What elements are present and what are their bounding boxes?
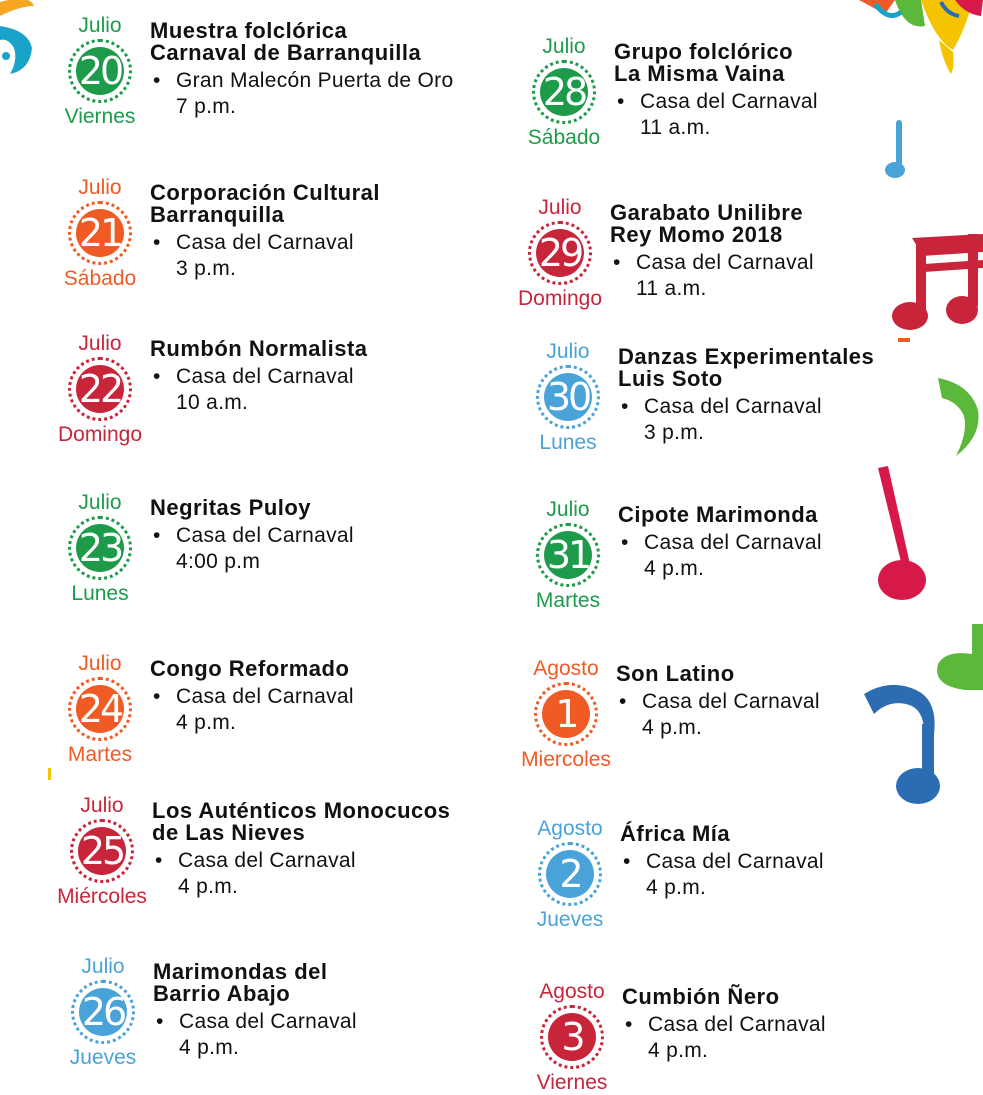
date-circle-icon <box>536 365 600 429</box>
event-location <box>614 89 818 141</box>
venue-label: Casa del Carnaval <box>179 1010 357 1033</box>
venue-label: Casa del Carnaval <box>648 1013 826 1036</box>
event-title-line: Muestra folclórica <box>150 18 348 43</box>
music-note-double-red-icon <box>890 230 983 338</box>
date-circle-icon <box>528 221 592 285</box>
event-title-line: Garabato Unilibre <box>610 200 804 225</box>
event-info <box>618 504 822 582</box>
event-title-line: Congo Reformado <box>150 656 350 681</box>
event-title <box>614 41 818 85</box>
event-title-line: Cipote Marimonda <box>618 502 818 527</box>
time-label: 7 p.m. <box>176 95 237 118</box>
event-info <box>150 20 453 120</box>
event-info <box>620 823 824 901</box>
event-title-line: Corporación Cultural <box>150 180 381 205</box>
event-location <box>618 394 874 446</box>
date-circle-icon <box>68 357 132 421</box>
event-title <box>150 182 380 226</box>
date-badge <box>520 340 616 455</box>
bullet-icon: • <box>619 690 627 713</box>
month-label: Agosto <box>533 657 599 680</box>
music-note-green-icon <box>930 376 983 468</box>
music-note-navy-icon <box>860 684 944 816</box>
event-title-line: Los Auténticos Monocucos <box>152 798 451 823</box>
music-note-lime-icon <box>932 624 983 690</box>
month-label: Julio <box>78 332 122 355</box>
event-title <box>610 202 814 246</box>
month-label: Julio <box>538 196 582 219</box>
bullet-icon: • <box>621 531 629 554</box>
event-location <box>618 530 822 582</box>
event-location <box>153 1009 357 1061</box>
date-badge <box>52 14 148 129</box>
event-info <box>150 182 380 282</box>
time-label: 11 a.m. <box>640 116 711 139</box>
date-circle-icon <box>68 677 132 741</box>
day-number: 1 <box>542 690 590 738</box>
weekday-label: Lunes <box>71 582 129 605</box>
date-badge <box>524 980 620 1095</box>
month-label: Julio <box>78 491 122 514</box>
event-title-line: Carnaval de Barranquilla <box>150 40 422 65</box>
venue-label: Casa del Carnaval <box>646 850 824 873</box>
event-title-line: Luis Soto <box>618 366 723 391</box>
date-badge <box>512 196 608 311</box>
event-location <box>150 523 354 575</box>
time-label: 4 p.m. <box>176 711 237 734</box>
event-location <box>622 1012 826 1064</box>
time-label: 4 p.m. <box>179 1036 240 1059</box>
time-label: 4 p.m. <box>646 876 707 899</box>
date-circle-icon <box>68 201 132 265</box>
weekday-label: Miércoles <box>57 885 147 908</box>
event-info <box>150 658 354 736</box>
event-info <box>618 346 874 446</box>
event-title <box>153 961 357 1005</box>
event-title-line: Danzas Experimentales <box>618 344 875 369</box>
venue-label: Casa del Carnaval <box>644 531 822 554</box>
venue-label: Casa del Carnaval <box>642 690 820 713</box>
weekday-label: Jueves <box>536 908 604 931</box>
event-info <box>614 41 818 141</box>
venue-label: Casa del Carnaval <box>178 849 356 872</box>
date-circle-icon <box>68 516 132 580</box>
bullet-icon: • <box>153 365 161 388</box>
month-label: Julio <box>542 35 586 58</box>
time-label: 4 p.m. <box>644 557 705 580</box>
music-note-blue-icon <box>882 118 912 182</box>
time-label: 11 a.m. <box>636 277 707 300</box>
date-badge <box>54 794 150 909</box>
date-badge <box>52 332 148 447</box>
venue-label: Gran Malecón Puerta de Oro <box>176 69 454 92</box>
time-label: 3 p.m. <box>176 257 237 280</box>
event-title <box>150 20 453 64</box>
event-location <box>150 230 380 282</box>
weekday-label: Lunes <box>539 431 597 454</box>
weekday-label: Domingo <box>57 423 143 446</box>
event-location <box>150 68 453 120</box>
day-number: 25 <box>78 827 126 875</box>
date-circle-icon <box>71 980 135 1044</box>
weekday-label: Sábado <box>527 126 601 149</box>
bullet-icon: • <box>621 395 629 418</box>
bullet-icon: • <box>153 685 161 708</box>
month-label: Agosto <box>539 980 605 1003</box>
date-badge <box>516 35 612 150</box>
speck-mark <box>48 768 51 780</box>
event-title <box>618 346 874 390</box>
bullet-icon: • <box>153 69 161 92</box>
event-location <box>150 364 368 416</box>
month-label: Julio <box>78 652 122 675</box>
month-label: Julio <box>546 498 590 521</box>
date-badge <box>52 652 148 767</box>
event-info <box>150 338 368 416</box>
event-location <box>152 848 450 900</box>
venue-label: Casa del Carnaval <box>644 395 822 418</box>
venue-label: Casa del Carnaval <box>176 685 354 708</box>
bullet-icon: • <box>617 90 625 113</box>
bullet-icon: • <box>625 1013 633 1036</box>
day-number: 31 <box>544 531 592 579</box>
bullet-icon: • <box>623 850 631 873</box>
bullet-icon: • <box>156 1010 164 1033</box>
event-title-line: Grupo folclórico <box>614 39 794 64</box>
month-label: Julio <box>78 176 122 199</box>
event-title-line: Cumbión Ñero <box>622 984 780 1009</box>
time-label: 4 p.m. <box>178 875 239 898</box>
day-number: 3 <box>548 1013 596 1061</box>
venue-label: Casa del Carnaval <box>176 365 354 388</box>
date-circle-icon <box>68 39 132 103</box>
venue-label: Casa del Carnaval <box>176 231 354 254</box>
day-number: 23 <box>76 524 124 572</box>
event-location <box>620 849 824 901</box>
event-title <box>150 338 368 360</box>
date-circle-icon <box>538 842 602 906</box>
venue-label: Casa del Carnaval <box>640 90 818 113</box>
weekday-label: Jueves <box>69 1046 137 1069</box>
event-title <box>152 800 450 844</box>
weekday-label: Martes <box>535 589 601 612</box>
day-number: 20 <box>76 47 124 95</box>
date-circle-icon <box>540 1005 604 1069</box>
month-label: Agosto <box>537 817 603 840</box>
event-title-line: Barranquilla <box>150 202 285 227</box>
date-badge <box>52 491 148 606</box>
date-badge <box>52 176 148 291</box>
day-number: 29 <box>536 229 584 277</box>
event-title <box>618 504 822 526</box>
bullet-icon: • <box>155 849 163 872</box>
event-info <box>153 961 357 1061</box>
day-number: 26 <box>79 988 127 1036</box>
date-badge <box>55 955 151 1070</box>
month-label: Julio <box>81 955 125 978</box>
event-location <box>150 684 354 736</box>
event-title <box>616 663 820 685</box>
event-info <box>152 800 450 900</box>
event-title-line: África Mía <box>620 821 731 846</box>
date-circle-icon <box>532 60 596 124</box>
event-location <box>616 689 820 741</box>
venue-label: Casa del Carnaval <box>176 524 354 547</box>
day-number: 2 <box>546 850 594 898</box>
date-circle-icon <box>70 819 134 883</box>
event-title-line: Rumbón Normalista <box>150 336 368 361</box>
venue-label: Casa del Carnaval <box>636 251 814 274</box>
time-label: 4 p.m. <box>648 1039 709 1062</box>
confetti-top-left-icon <box>0 0 40 80</box>
time-label: 3 p.m. <box>644 421 705 444</box>
day-number: 21 <box>76 209 124 257</box>
event-info <box>150 497 354 575</box>
weekday-label: Miercoles <box>521 748 611 771</box>
time-label: 4 p.m. <box>642 716 703 739</box>
day-number: 28 <box>540 68 588 116</box>
confetti-top-right-icon <box>855 0 983 80</box>
event-title-line: Negritas Puloy <box>150 495 312 520</box>
date-badge <box>522 817 618 932</box>
event-title <box>150 658 354 680</box>
month-label: Julio <box>546 340 590 363</box>
event-title-line: Son Latino <box>616 661 735 686</box>
weekday-label: Viernes <box>64 105 136 128</box>
month-label: Julio <box>78 14 122 37</box>
date-badge <box>518 657 614 772</box>
time-label: 10 a.m. <box>176 391 249 414</box>
event-title-line: Rey Momo 2018 <box>610 222 783 247</box>
event-info <box>616 663 820 741</box>
event-title-line: Barrio Abajo <box>153 981 291 1006</box>
speck-mark <box>898 338 910 342</box>
bullet-icon: • <box>153 231 161 254</box>
weekday-label: Viernes <box>536 1071 608 1094</box>
event-info <box>610 202 814 302</box>
bullet-icon: • <box>153 524 161 547</box>
day-number: 30 <box>544 373 592 421</box>
date-circle-icon <box>534 682 598 746</box>
event-title <box>620 823 824 845</box>
weekday-label: Martes <box>67 743 133 766</box>
weekday-label: Domingo <box>517 287 603 310</box>
month-label: Julio <box>80 794 124 817</box>
weekday-label: Sábado <box>63 267 137 290</box>
event-title <box>622 986 826 1008</box>
time-label: 4:00 p.m <box>176 550 261 573</box>
event-info <box>622 986 826 1064</box>
date-circle-icon <box>536 523 600 587</box>
event-title-line: La Misma Vaina <box>614 61 785 86</box>
day-number: 24 <box>76 685 124 733</box>
event-title-line: de Las Nieves <box>152 820 306 845</box>
date-badge <box>520 498 616 613</box>
bullet-icon: • <box>613 251 621 274</box>
day-number: 22 <box>76 365 124 413</box>
event-location <box>610 250 814 302</box>
event-title <box>150 497 354 519</box>
music-note-magenta-icon <box>874 466 934 606</box>
event-title-line: Marimondas del <box>153 959 328 984</box>
